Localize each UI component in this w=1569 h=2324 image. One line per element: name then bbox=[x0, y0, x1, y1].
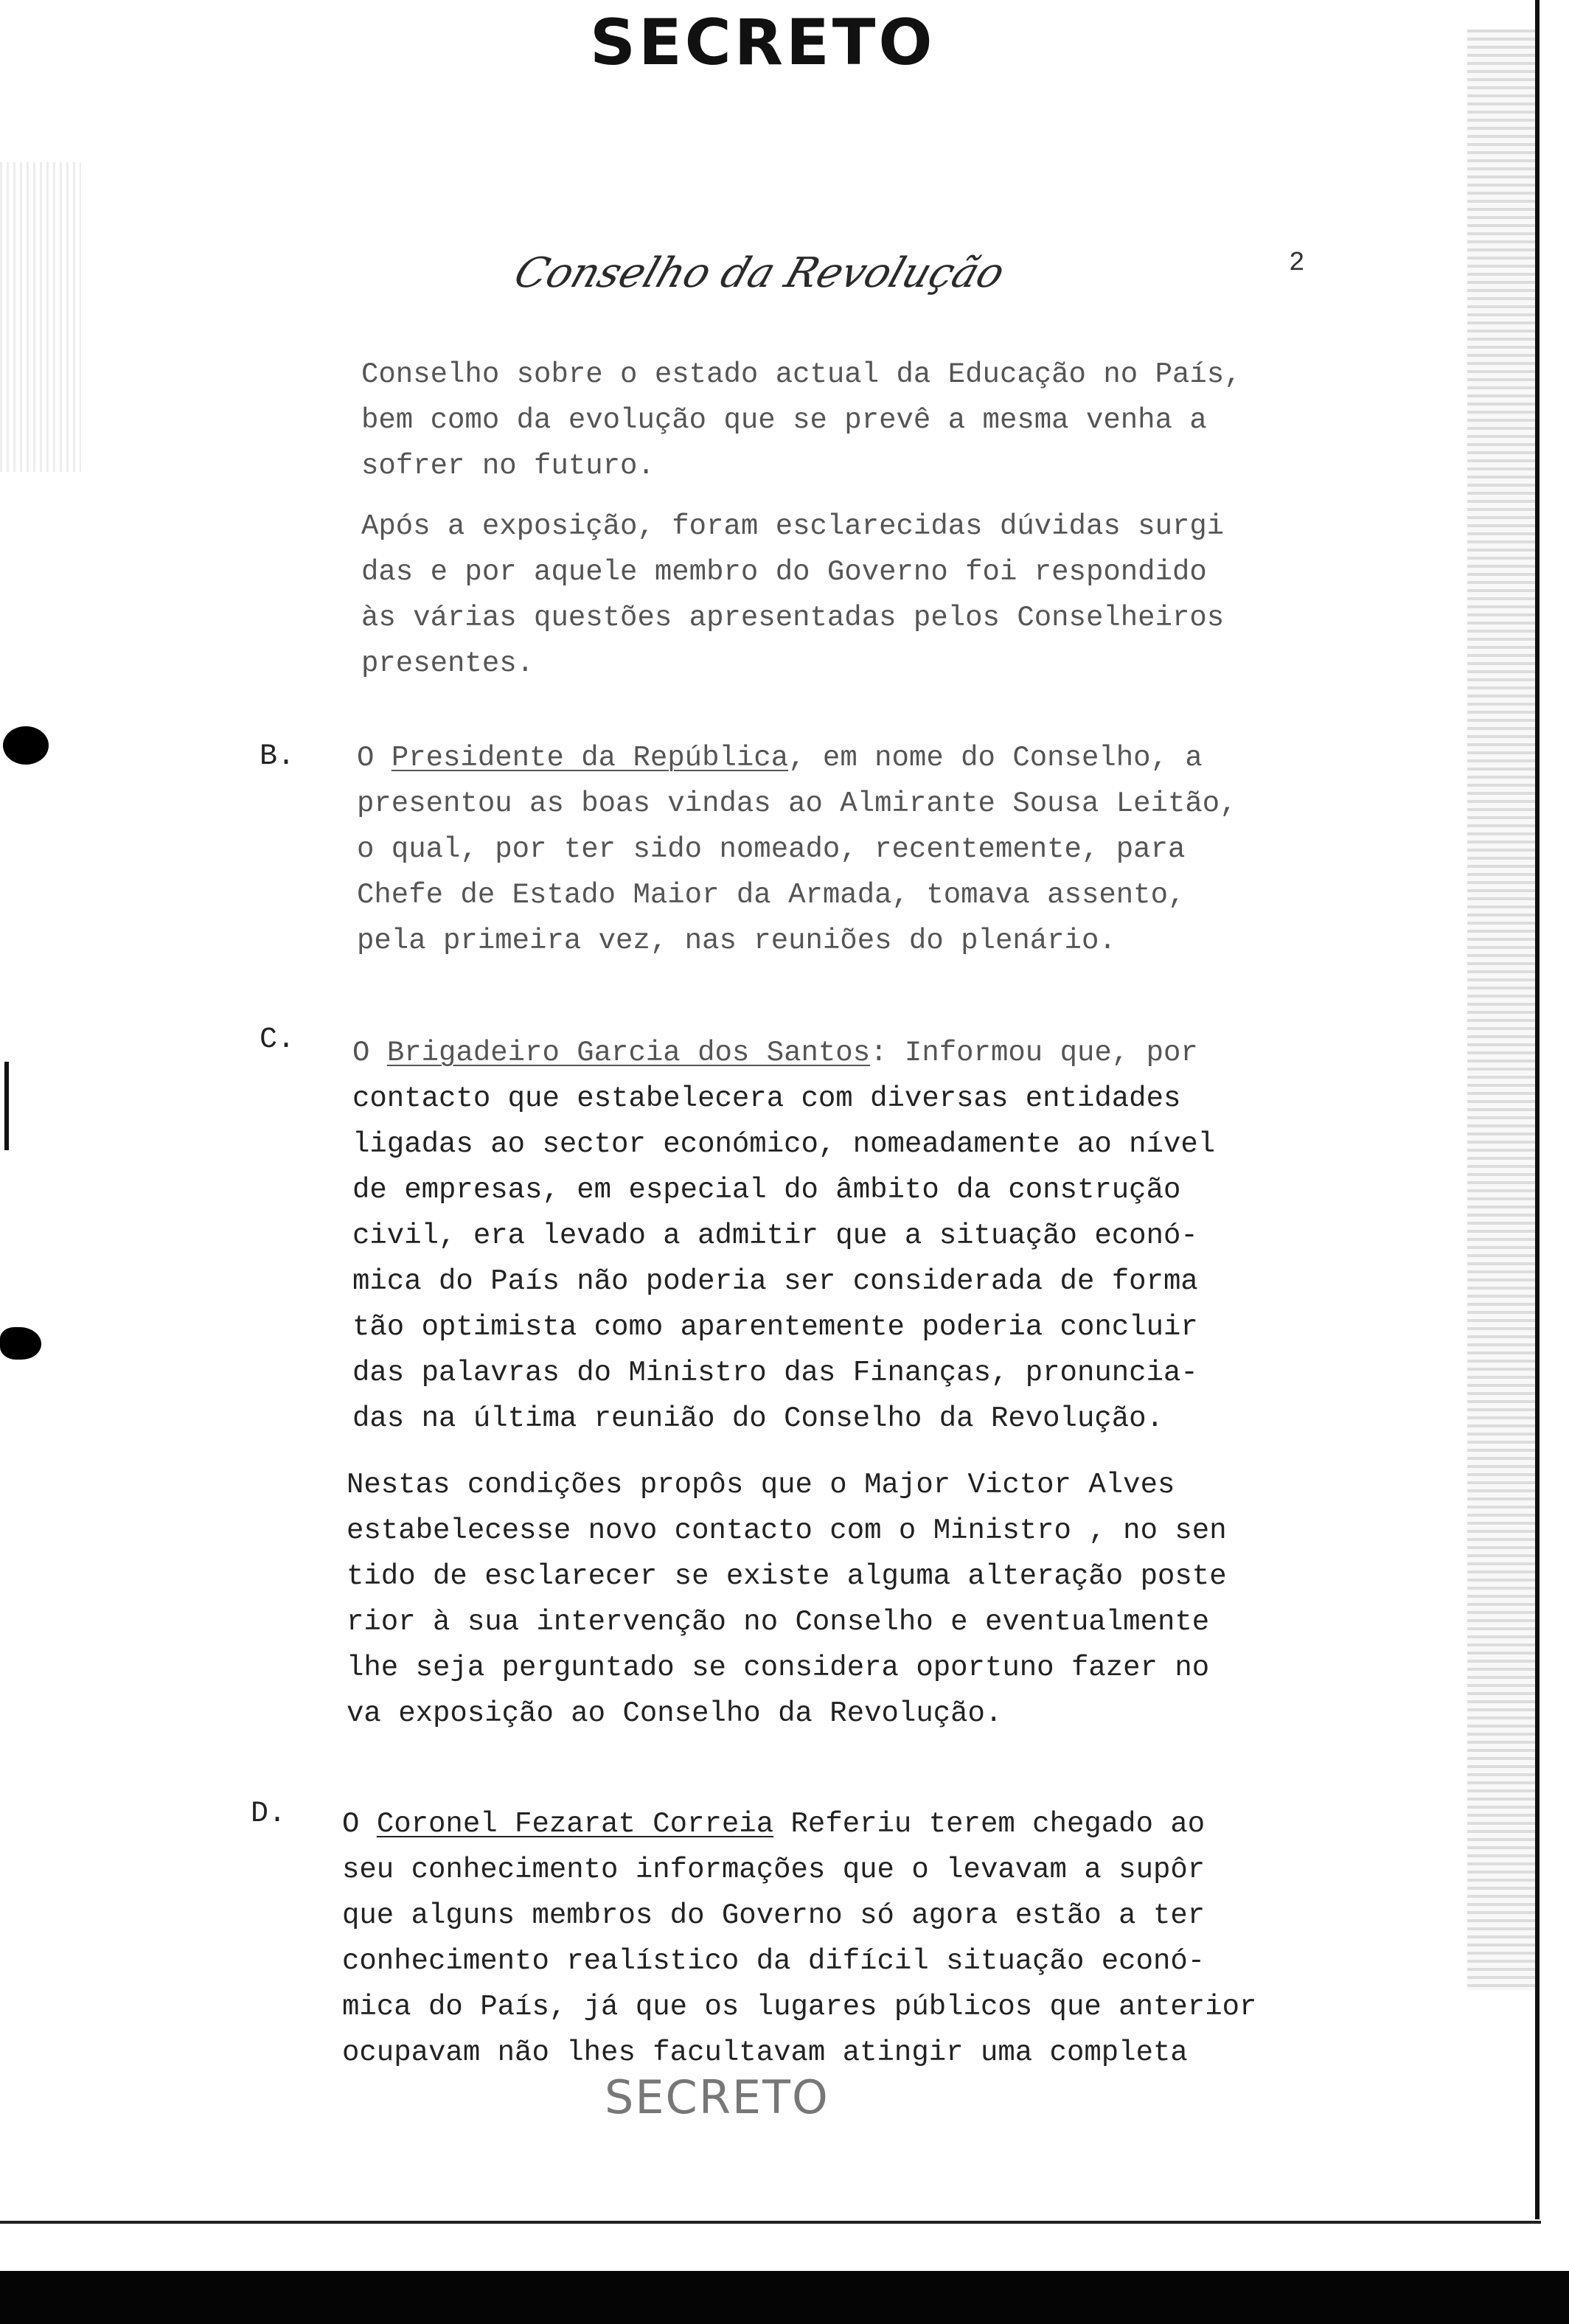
page-number: 2 bbox=[1289, 248, 1305, 278]
text-line: mica do País não poderia ser considerada de forma bbox=[352, 1265, 1198, 1298]
text-line: pela primeira vez, nas reuniões do plenário. bbox=[357, 925, 1116, 957]
text-line: mica do País, já que os lugares públicos que anterior bbox=[342, 1991, 1257, 2023]
text-rest: : Informou que, por bbox=[870, 1037, 1198, 1069]
text-line: estabelecesse novo contacto com o Ministro , no sen bbox=[347, 1514, 1227, 1547]
text-line: contacto que estabelecera com diversas entidades bbox=[352, 1082, 1181, 1115]
text-lead: O bbox=[357, 742, 392, 774]
text-lead: O bbox=[352, 1037, 387, 1069]
secret-stamp-top: SECRETO bbox=[590, 6, 936, 80]
scan-edge-left bbox=[0, 162, 81, 472]
scan-edge-right bbox=[1467, 29, 1537, 1991]
handwritten-heading: Conselho da Revolução bbox=[508, 249, 1011, 297]
text-line: Chefe de Estado Maior da Armada, tomava assento, bbox=[357, 879, 1186, 911]
speaker-name: Brigadeiro Garcia dos Santos bbox=[386, 1037, 871, 1069]
text-line: das palavras do Ministro das Finanças, pronuncia- bbox=[352, 1357, 1198, 1389]
section-first-line bbox=[352, 1035, 1198, 1071]
text-line: seu conhecimento informações que o levavam a supôr bbox=[342, 1854, 1206, 1886]
speaker-name: Presidente da República bbox=[391, 742, 789, 774]
text-line: Após a exposição, foram esclarecidas dúvidas surgi bbox=[361, 510, 1225, 543]
speaker-name: Coronel Fezarat Correia bbox=[376, 1808, 774, 1840]
text-line: bem como da evolução que se prevê a mesma venha a bbox=[361, 404, 1207, 436]
margin-mark bbox=[4, 1062, 9, 1150]
text-line: presentes. bbox=[361, 647, 535, 680]
text-line: presentou as boas vindas ao Almirante Sousa Leitão, bbox=[357, 787, 1237, 820]
text-line: de empresas, em especial do âmbito da construção bbox=[352, 1174, 1181, 1206]
section-label: D. bbox=[251, 1798, 287, 1831]
text-line: tão optimista como aparentemente poderia concluir bbox=[352, 1311, 1198, 1343]
text-line: que alguns membros do Governo só agora estão a ter bbox=[342, 1899, 1206, 1932]
text-line: sofrer no futuro. bbox=[361, 450, 655, 482]
text-line: lhe seja perguntado se considera oportuno fazer no bbox=[347, 1652, 1210, 1684]
bottom-edge-line bbox=[0, 2221, 1541, 2224]
punch-hole-mark bbox=[0, 1327, 41, 1360]
scan-bottom-band bbox=[0, 2271, 1569, 2324]
secret-stamp-bottom: SECRETO bbox=[605, 2070, 829, 2124]
text-line: das e por aquele membro do Governo foi respondido bbox=[361, 556, 1207, 588]
text-rest: , em nome do Conselho, a bbox=[788, 742, 1203, 774]
text-line: ocupavam não lhes facultavam atingir uma completa bbox=[342, 2036, 1188, 2069]
text-line: rior à sua intervenção no Conselho e eventualmente bbox=[347, 1606, 1210, 1638]
text-line: às várias questões apresentadas pelos Conselheiros bbox=[361, 602, 1225, 634]
section-label: B. bbox=[260, 740, 296, 773]
punch-hole-mark bbox=[3, 726, 49, 765]
text-line: Conselho sobre o estado actual da Educação no País, bbox=[361, 358, 1242, 391]
section-label: C. bbox=[260, 1023, 296, 1057]
text-line: ligadas ao sector económico, nomeadamente ao nível bbox=[352, 1128, 1216, 1161]
page-edge-line bbox=[1535, 0, 1540, 2219]
text-rest: Referiu terem chegado ao bbox=[773, 1808, 1206, 1840]
text-line: civil, era levado a admitir que a situação econó- bbox=[352, 1220, 1198, 1252]
text-line: va exposição ao Conselho da Revolução. bbox=[347, 1697, 1003, 1730]
text-line: das na última reunião do Conselho da Revolução. bbox=[352, 1402, 1163, 1435]
text-line: tido de esclarecer se existe alguma alteração poste bbox=[347, 1560, 1227, 1593]
section-first-line bbox=[357, 740, 1203, 776]
text-line: Nestas condições propôs que o Major Victor Alves bbox=[347, 1469, 1175, 1501]
text-line: conhecimento realístico da difícil situação econó- bbox=[342, 1945, 1206, 1977]
text-line: o qual, por ter sido nomeado, recentemente, para bbox=[357, 833, 1186, 866]
text-lead: O bbox=[342, 1808, 377, 1840]
section-first-line bbox=[342, 1806, 1205, 1842]
